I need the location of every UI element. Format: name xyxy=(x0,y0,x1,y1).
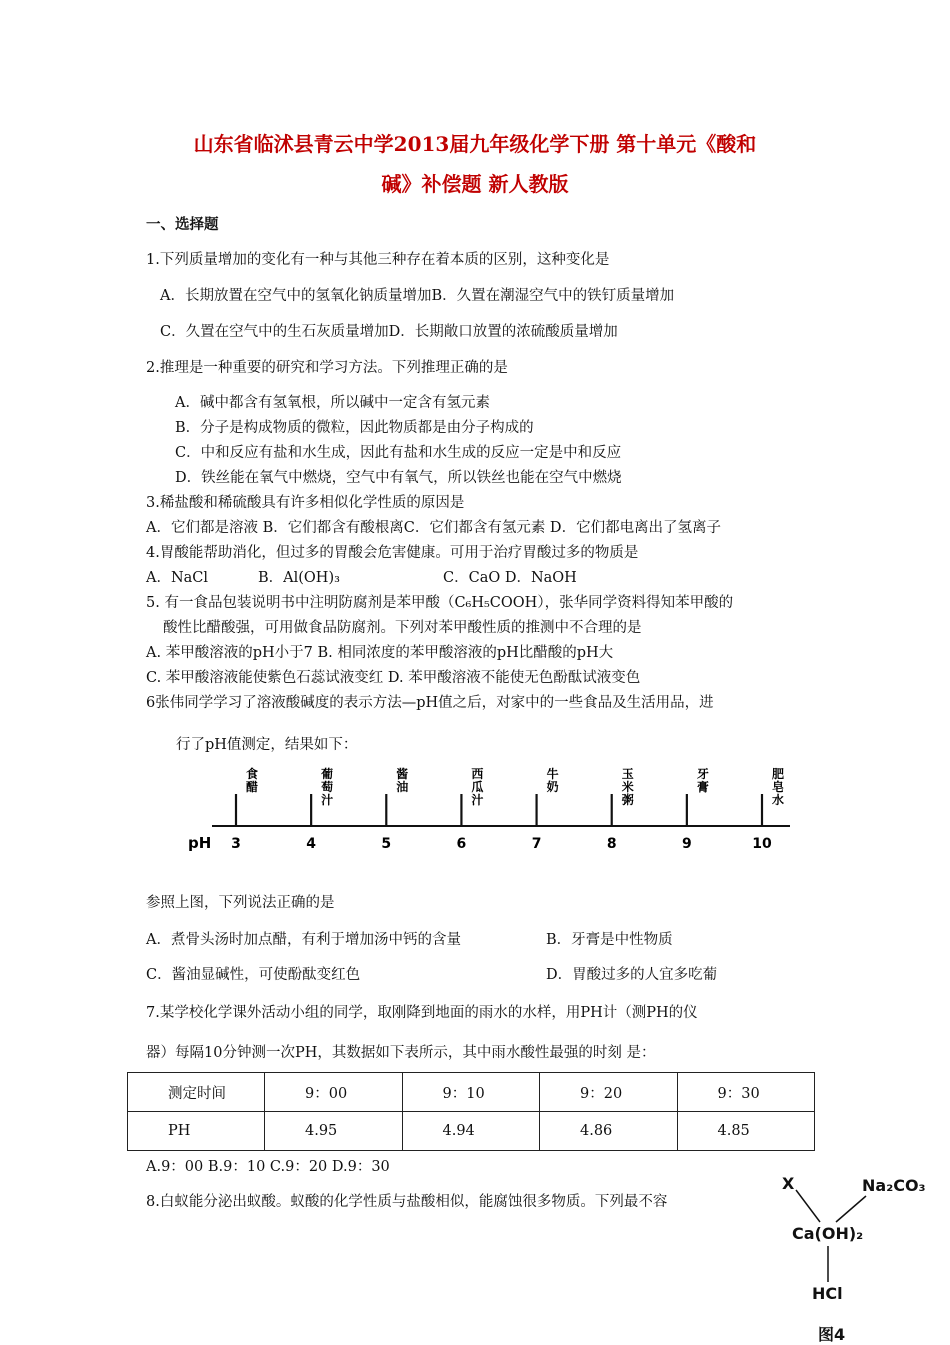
q6-stem-1: 6张伟同学学习了溶液酸碱度的表示方法—pH值之后，对家中的一些食品及生活用品，进 xyxy=(146,695,714,711)
table-cell: 9：30 xyxy=(677,1073,815,1112)
ph-item-label: 米 xyxy=(621,780,634,794)
page-title-line-1: 山东省临沭县青云中学2013届九年级化学下册 第十单元《酸和 xyxy=(193,132,757,156)
q6-after-figure: 参照上图，下列说法正确的是 xyxy=(146,895,335,911)
q8-stem: 8.白蚁能分泌出蚁酸。蚁酸的化学性质与盐酸相似，能腐蚀很多物质。下列最不容 xyxy=(146,1194,668,1210)
ph-item-label: 醋 xyxy=(245,780,259,794)
ph-item-label: 汁 xyxy=(321,793,334,807)
table-cell: 9：20 xyxy=(540,1073,678,1112)
table-cell: 9：10 xyxy=(402,1073,540,1112)
ph-item-label: 肥 xyxy=(771,767,785,781)
figure-4-hcl-label: HCl xyxy=(812,1284,843,1303)
figure-4-x-label: X xyxy=(782,1174,795,1193)
ph-tick-label: 9 xyxy=(681,836,692,852)
q5-options-ab: A. 苯甲酸溶液的pH小于7 B. 相同浓度的苯甲酸溶液的pH比醋酸的pH大 xyxy=(146,645,614,661)
ph-item-label: 萄 xyxy=(321,780,334,794)
ph-item-label: 汁 xyxy=(471,793,484,807)
figure-4-caoh2-label: Ca(OH)₂ xyxy=(792,1224,864,1243)
ph-item-label: 油 xyxy=(396,780,409,794)
table-cell: 测定时间 xyxy=(128,1073,265,1112)
ph-tick-label: 3 xyxy=(231,836,241,852)
ph-tick-label: 10 xyxy=(752,836,772,852)
ph-item-label: 葡 xyxy=(321,767,334,781)
ph-item-label: 食 xyxy=(245,767,259,781)
q7-options: A.9：00 B.9：10 C.9：20 D.9：30 xyxy=(146,1159,390,1175)
q1-options-cd: C．久置在空气中的生石灰质量增加D．长期敞口放置的浓硫酸质量增加 xyxy=(160,324,618,340)
page-title-line-2: 碱》补偿题 新人教版 xyxy=(381,172,569,196)
ph-item-label: 皂 xyxy=(771,780,785,794)
ph-item-label: 奶 xyxy=(546,780,559,794)
q6-option-a: A．煮骨头汤时加点醋，有利于增加汤中钙的含量 xyxy=(146,932,461,948)
ph-item-label: 膏 xyxy=(696,780,709,794)
q6-option-b: B．牙膏是中性物质 xyxy=(546,932,673,948)
ph-axis-label: pH xyxy=(188,834,212,852)
ph-item-label: 酱 xyxy=(396,767,409,781)
q2-option-a: A．碱中都含有氢氧根，所以碱中一定含有氢元素 xyxy=(175,395,490,411)
q5-stem-1: 5. 有一食品包装说明书中注明防腐剂是苯甲酸（C₆H₅COOH），张华同学资料得知苯甲酸的 xyxy=(146,595,734,611)
connector-na2co3-line xyxy=(836,1196,866,1222)
q7-stem-2: 器）每隔10分钟测一次PH，其数据如下表所示，其中雨水酸性最强的时刻 是： xyxy=(146,1045,656,1061)
ph-item-label: 玉 xyxy=(621,767,634,781)
q4-option-cd: C．CaO D．NaOH xyxy=(443,570,577,586)
ph-tick-label: 6 xyxy=(456,836,467,852)
ph-item-label: 水 xyxy=(771,793,785,807)
ph-item-label: 粥 xyxy=(621,793,634,807)
q1-stem: 1.下列质量增加的变化有一种与其他三种存在着本质的区别，这种变化是 xyxy=(146,252,610,268)
section-heading: 一、选择题 xyxy=(146,216,219,233)
ph-item-label: 西 xyxy=(471,767,484,781)
table-cell: 9：00 xyxy=(265,1073,403,1112)
table-cell: 4.94 xyxy=(402,1112,540,1151)
ph-tick-label: 4 xyxy=(306,836,317,852)
q2-option-b: B．分子是构成物质的微粒，因此物质都是由分子构成的 xyxy=(175,420,534,436)
ph-tick-label: 7 xyxy=(531,836,542,852)
ph-item-label: 瓜 xyxy=(471,780,484,794)
q3-options: A．它们都是溶液 B．它们都含有酸根离C．它们都含有氢元素 D．它们都电离出了氢离子 xyxy=(146,520,722,536)
figure-4-na2co3-label: Na₂CO₃ xyxy=(862,1176,926,1195)
q4-option-b: B．Al(OH)₃ xyxy=(258,570,340,586)
figure-4-caption: 图4 xyxy=(818,1325,846,1344)
q2-option-d: D．铁丝能在氧气中燃烧，空气中有氧气，所以铁丝也能在空气中燃烧 xyxy=(175,470,622,486)
q6-option-c: C．酱油显碱性，可使酚酞变红色 xyxy=(146,967,361,983)
table-cell: 4.85 xyxy=(677,1112,815,1151)
q5-options-cd: C. 苯甲酸溶液能使紫色石蕊试液变红 D. 苯甲酸溶液不能使无色酚酞试液变色 xyxy=(146,670,641,686)
q5-stem-2: 酸性比醋酸强，可用做食品防腐剂。下列对苯甲酸性质的推测中不合理的是 xyxy=(163,620,642,636)
table-cell: 4.95 xyxy=(265,1112,403,1151)
q6-stem-2: 行了pH值测定，结果如下： xyxy=(176,737,358,753)
q4-option-a: A．NaCl xyxy=(146,570,209,586)
q6-option-d: D．胃酸过多的人宜多吃葡 xyxy=(546,967,718,983)
q7-stem-1: 7.某学校化学课外活动小组的同学，取刚降到地面的雨水的水样，用PH计（测PH的仪 xyxy=(146,1005,698,1021)
ph-tick-label: 5 xyxy=(381,836,392,852)
q1-options-ab: A．长期放置在空气中的氢氧化钠质量增加B．久置在潮湿空气中的铁钉质量增加 xyxy=(160,288,675,304)
q2-option-c: C．中和反应有盐和水生成，因此有盐和水生成的反应一定是中和反应 xyxy=(175,445,622,461)
connector-x-line xyxy=(796,1190,820,1222)
ph-tick-label: 8 xyxy=(606,836,617,852)
q4-stem: 4.胃酸能帮助消化，但过多的胃酸会危害健康。可用于治疗胃酸过多的物质是 xyxy=(146,545,639,561)
ph-item-label: 牛 xyxy=(546,767,559,781)
q3-stem: 3.稀盐酸和稀硫酸具有许多相似化学性质的原因是 xyxy=(146,495,465,511)
table-cell: PH xyxy=(128,1112,265,1151)
q2-stem: 2.推理是一种重要的研究和学习方法。下列推理正确的是 xyxy=(146,360,508,376)
table-cell: 4.86 xyxy=(540,1112,678,1151)
ph-item-label: 牙 xyxy=(696,767,709,781)
